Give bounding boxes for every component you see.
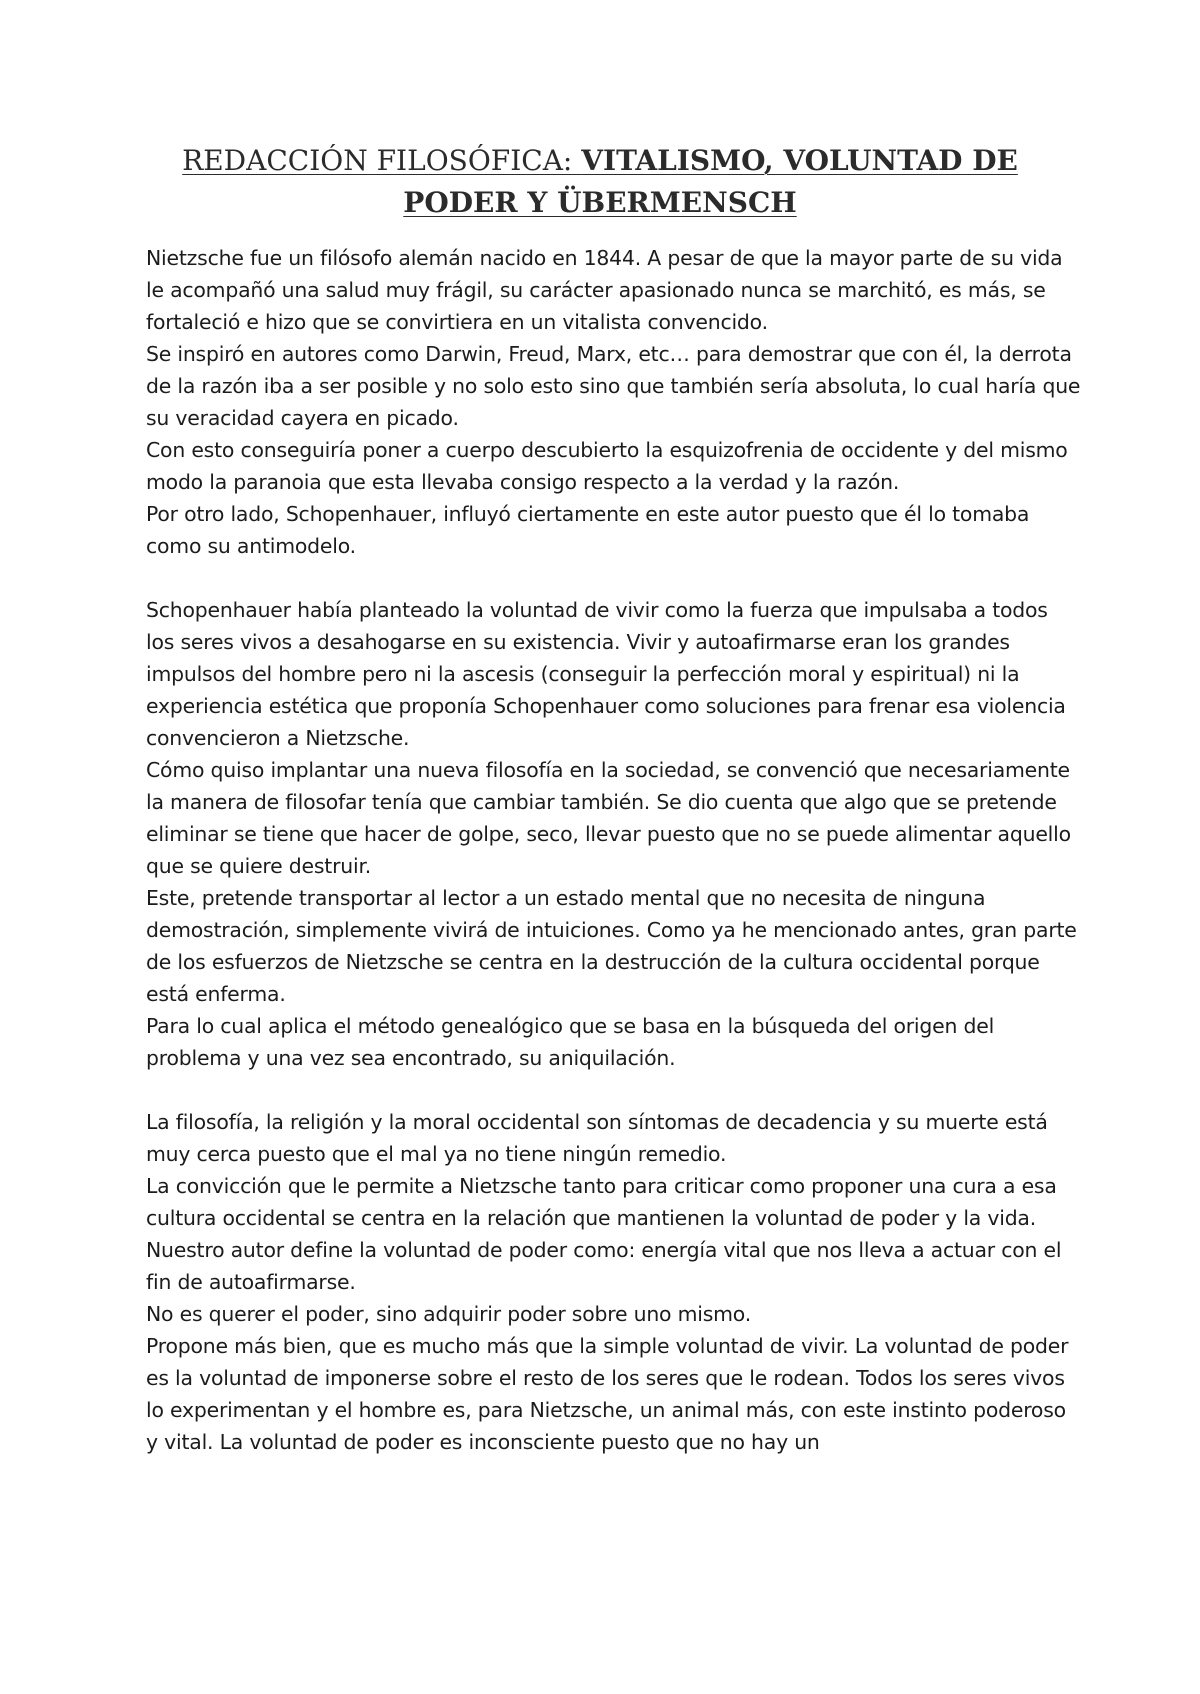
paragraph: Propone más bien, que es mucho más que la simple voluntad de vivir. La voluntad de poder es la voluntad de imponerse sobre el resto de los seres que le rodean. Todos los seres vivos lo experimentan y el hombre es, para Nietzsche, un animal más, con este instinto poderoso y vital. La voluntad de poder es inconsciente puesto que no hay un	[146, 1334, 1069, 1454]
paragraph: Este, pretende transportar al lector a un estado mental que no necesita de ninguna demostración, simplemente vivirá de intuiciones. Como ya he mencionado antes, gran parte de los esfuerzos de Nietzsche se centra en la destrucción de la cultura occidental porque está enferma.	[146, 886, 1077, 1006]
paragraph-spacer	[146, 562, 1081, 594]
title-plain: REDACCIÓN FILOSÓFICA:	[182, 144, 582, 177]
paragraph: Nietzsche fue un filósofo alemán nacido en 1844. A pesar de que la mayor parte de su vida le acompañó una salud muy frágil, su carácter apasionado nunca se marchitó, es más, se fortaleció e hizo que se convirtiera en un vitalista convencido.	[146, 246, 1063, 334]
paragraph: Nuestro autor define la voluntad de poder como: energía vital que nos lleva a actuar con el fin de autoafirmarse.	[146, 1238, 1062, 1294]
paragraph: Cómo quiso implantar una nueva filosofía en la sociedad, se convenció que necesariamente la manera de filosofar tenía que cambiar también. Se dio cuenta que algo que se pretende eliminar se tiene que hacer de golpe, seco, llevar puesto que no se puede alimentar aquello que se quiere destruir.	[146, 758, 1071, 878]
paragraph-spacer	[146, 1074, 1081, 1106]
paragraph: La convicción que le permite a Nietzsche tanto para criticar como proponer una cura a esa cultura occidental se centra en la relación que mantienen la voluntad de poder y la vida.	[146, 1174, 1057, 1230]
paragraph: Con esto conseguiría poner a cuerpo descubierto la esquizofrenia de occidente y del mismo modo la paranoia que esta llevaba consigo respecto a la verdad y la razón.	[146, 438, 1068, 494]
paragraph: Schopenhauer había planteado la voluntad de vivir como la fuerza que impulsaba a todos los seres vivos a desahogarse en su existencia. Vivir y autoafirmarse eran los grandes impulsos del hombre pero ni la ascesis (conseguir la perfección moral y espiritual) ni la experiencia estética que proponía Schopenhauer como soluciones para frenar esa violencia convencieron a Nietzsche.	[146, 598, 1066, 750]
paragraph: La filosofía, la religión y la moral occidental son síntomas de decadencia y su muerte está muy cerca puesto que el mal ya no tiene ningún remedio.	[146, 1110, 1048, 1166]
paragraph: Para lo cual aplica el método genealógico que se basa en la búsqueda del origen del problema y una vez sea encontrado, su aniquilación.	[146, 1014, 995, 1070]
paragraph: Por otro lado, Schopenhauer, influyó ciertamente en este autor puesto que él lo tomaba como su antimodelo.	[146, 502, 1030, 558]
paragraph: Se inspiró en autores como Darwin, Freud, Marx, etc… para demostrar que con él, la derrota de la razón iba a ser posible y no solo esto sino que también sería absoluta, lo cual haría que su veracidad cayera en picado.	[146, 342, 1081, 430]
title-bold-line1: VITALISMO, VOLUNTAD DE	[581, 144, 1018, 177]
title-bold-line2: PODER Y ÜBERMENSCH	[403, 186, 797, 219]
document-body	[146, 242, 1081, 1458]
paragraph: No es querer el poder, sino adquirir poder sobre uno mismo.	[146, 1302, 752, 1326]
document-title	[100, 140, 1100, 224]
